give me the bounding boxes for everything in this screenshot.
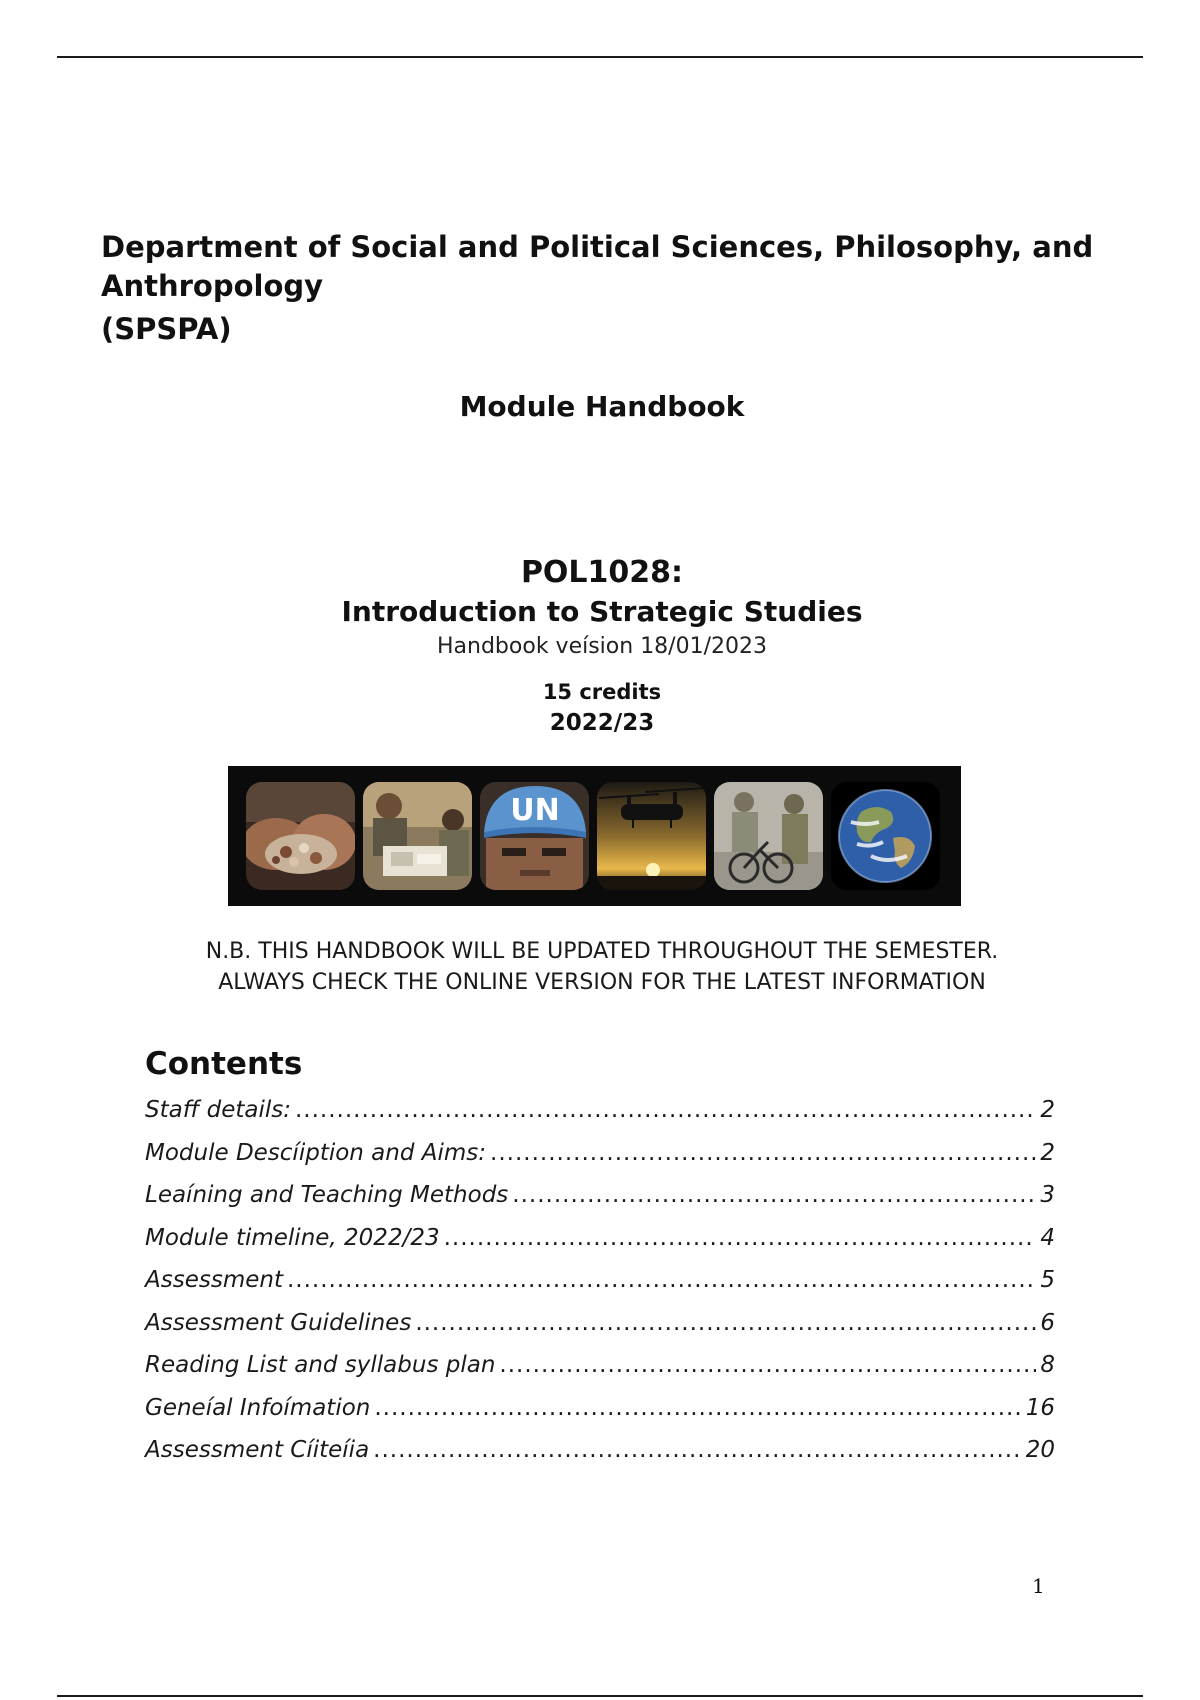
toc-leader-dots xyxy=(373,1437,1022,1463)
contents-heading: Contents xyxy=(145,1046,303,1082)
toc-item-module-timeline[interactable] xyxy=(145,1225,1055,1268)
table-of-contents xyxy=(145,1097,1055,1480)
toc-leader-dots xyxy=(374,1395,1021,1421)
toc-item-page: 8 xyxy=(1040,1352,1055,1378)
toc-item-title: Leaíning and Teaching Methods xyxy=(145,1182,509,1208)
page-number: 1 xyxy=(1032,1574,1045,1598)
toc-item-staff-details[interactable] xyxy=(145,1097,1055,1140)
module-info xyxy=(0,553,1200,739)
toc-item-learning-teaching[interactable] xyxy=(145,1182,1055,1225)
toc-leader-dots xyxy=(295,1097,1036,1123)
toc-item-page: 2 xyxy=(1040,1097,1055,1123)
toc-item-page: 16 xyxy=(1025,1394,1055,1421)
toc-item-title: Assessment xyxy=(145,1267,283,1293)
toc-item-module-description[interactable] xyxy=(145,1140,1055,1183)
notice-line-1: N.B. THIS HANDBOOK WILL BE UPDATED THROUGHOUT THE SEMESTER. xyxy=(205,939,999,964)
toc-item-page: 5 xyxy=(1040,1267,1055,1293)
toc-leader-dots xyxy=(415,1310,1036,1336)
module-credits: 15 credits xyxy=(542,680,662,704)
department-line-2: Anthropology xyxy=(101,269,324,303)
top-rule xyxy=(57,56,1143,58)
toc-item-title: Geneíal Infoímation xyxy=(145,1394,371,1421)
toc-item-page: 20 xyxy=(1025,1437,1055,1463)
photo-hands-holding-fragments xyxy=(246,782,355,890)
photo-un-peacekeeper xyxy=(480,782,589,890)
photo-soldiers-with-bicycle xyxy=(714,782,823,890)
photo-helicopter-sunset xyxy=(597,782,706,890)
update-notice xyxy=(0,936,1200,998)
photo-earth-globe xyxy=(831,782,940,890)
photo-banner xyxy=(228,766,961,906)
toc-item-assessment-criteria[interactable] xyxy=(145,1437,1055,1480)
bottom-rule xyxy=(57,1695,1143,1697)
toc-leader-dots xyxy=(512,1182,1036,1208)
academic-year: 2022/23 xyxy=(549,710,655,736)
toc-item-general-information[interactable] xyxy=(145,1395,1055,1438)
toc-item-title: Module timeline, 2022/23 xyxy=(145,1224,440,1251)
toc-item-page: 4 xyxy=(1040,1224,1055,1251)
toc-leader-dots xyxy=(287,1267,1036,1293)
toc-leader-dots xyxy=(490,1140,1036,1166)
toc-leader-dots xyxy=(499,1352,1036,1378)
notice-line-2: ALWAYS CHECK THE ONLINE VERSION FOR THE LATEST INFORMATION xyxy=(218,970,986,995)
department-heading xyxy=(101,228,1101,349)
toc-item-assessment-guidelines[interactable] xyxy=(145,1310,1055,1353)
toc-item-assessment[interactable] xyxy=(145,1267,1055,1310)
toc-item-title: Module Descíiption and Aims: xyxy=(145,1139,487,1166)
module-code: POL1028: xyxy=(520,555,684,590)
department-line-1: Department of Social and Political Sciences, Philosophy, and xyxy=(101,230,1094,264)
toc-item-page: 2 xyxy=(1040,1139,1055,1166)
un-label: UN xyxy=(510,793,560,828)
toc-item-page: 6 xyxy=(1040,1309,1055,1336)
toc-item-page: 3 xyxy=(1040,1182,1055,1208)
photo-people-at-table xyxy=(363,782,472,890)
toc-item-reading-list[interactable] xyxy=(145,1352,1055,1395)
toc-item-title: Staff details: xyxy=(145,1097,291,1123)
handbook-title: Module Handbook xyxy=(459,390,745,423)
toc-item-title: Assessment Guidelines xyxy=(145,1309,412,1336)
toc-item-title: Assessment Cíiteíia xyxy=(145,1437,370,1463)
toc-leader-dots xyxy=(444,1225,1037,1251)
module-name: Introduction to Strategic Studies xyxy=(341,595,863,628)
toc-item-title: Reading List and syllabus plan xyxy=(145,1352,496,1378)
handbook-version: Handbook veísion 18/01/2023 xyxy=(437,634,767,659)
department-abbreviation: (SPSPA) xyxy=(101,312,232,346)
